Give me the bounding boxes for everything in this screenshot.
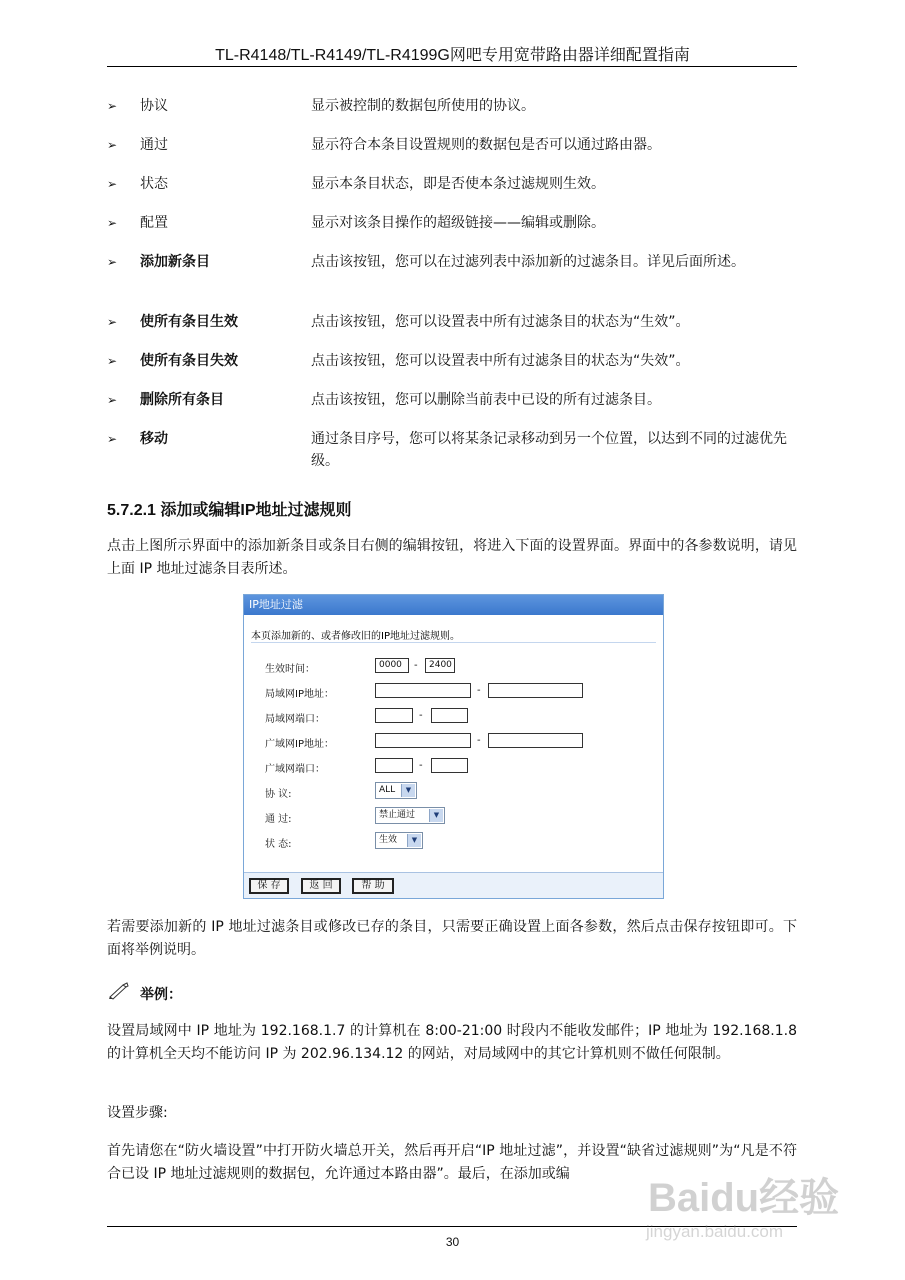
lan-port-end-input[interactable] bbox=[431, 708, 468, 723]
range-dash: - bbox=[477, 685, 481, 696]
def-term: 添加新条目 bbox=[140, 254, 210, 270]
bullet-arrow-icon: ➢ bbox=[107, 354, 118, 368]
lan-ip-end-input[interactable] bbox=[488, 683, 583, 698]
status-value: 生效 bbox=[379, 835, 398, 845]
intro-paragraph: 点击上图所示界面中的添加新条目或条目右侧的编辑按钮，将进入下面的设置界面。界面中的各参数说明，请见上面 IP 地址过滤条目表所述。 bbox=[107, 538, 797, 577]
panel-divider bbox=[251, 642, 656, 643]
bullet-arrow-icon: ➢ bbox=[107, 432, 118, 446]
label-wan-port: 广域网端口： bbox=[265, 764, 325, 775]
pass-value: 禁止通过 bbox=[379, 810, 416, 820]
protocol-value: ALL bbox=[379, 785, 396, 795]
def-desc: 点击该按钮，您可以删除当前表中已设的所有过滤条目。 bbox=[311, 392, 661, 408]
header-rule bbox=[107, 66, 797, 67]
bullet-arrow-icon: ➢ bbox=[107, 177, 118, 191]
label-pass: 通 过: bbox=[265, 814, 292, 825]
panel-description: 本页添加新的、或者修改旧的IP地址过滤规则。 bbox=[251, 631, 460, 642]
watermark-logo: Baidu经验 bbox=[648, 1176, 840, 1220]
label-lan-port: 局域网端口： bbox=[265, 714, 325, 725]
def-desc: 显示对该条目操作的超级链接——编辑或删除。 bbox=[311, 215, 605, 231]
bullet-arrow-icon: ➢ bbox=[107, 315, 118, 329]
def-desc: 点击该按钮，您可以设置表中所有过滤条目的状态为“生效”。 bbox=[311, 314, 690, 330]
bullet-arrow-icon: ➢ bbox=[107, 99, 118, 113]
def-term: 移动 bbox=[140, 431, 168, 447]
def-desc: 点击该按钮，您可以在过滤列表中添加新的过滤条目。详见后面所述。 bbox=[311, 254, 745, 270]
pass-select[interactable] bbox=[375, 807, 445, 824]
lan-port-start-input[interactable] bbox=[375, 708, 413, 723]
def-term: 状态 bbox=[140, 176, 168, 192]
wan-ip-end-input[interactable] bbox=[488, 733, 583, 748]
wan-ip-start-input[interactable] bbox=[375, 733, 471, 748]
label-time: 生效时间： bbox=[265, 664, 315, 675]
pen-icon bbox=[107, 982, 131, 1000]
back-button[interactable]: 返 回 bbox=[301, 878, 341, 894]
def-desc: 通过条目序号，您可以将某条记录移动到另一个位置，以达到不同的过滤优先级。 bbox=[311, 431, 787, 469]
def-term: 通过 bbox=[140, 137, 168, 153]
label-protocol: 协 议: bbox=[265, 789, 292, 800]
range-dash: - bbox=[419, 710, 423, 721]
def-term: 协议 bbox=[140, 98, 168, 114]
bullet-arrow-icon: ➢ bbox=[107, 138, 118, 152]
ip-filter-panel bbox=[243, 594, 664, 899]
page-number: 30 bbox=[445, 1235, 460, 1249]
page-header-title: TL-R4148/TL-R4149/TL-R4199G网吧专用宽带路由器详细配置指南 bbox=[215, 47, 690, 64]
def-term: 使所有条目失效 bbox=[140, 353, 238, 369]
range-dash: - bbox=[414, 660, 418, 671]
panel-footer bbox=[244, 872, 663, 898]
after-ui-paragraph: 若需要添加新的 IP 地址过滤条目或修改已存的条目，只需要正确设置上面各参数，然后点击保存按钮即可。下面将举例说明。 bbox=[107, 919, 797, 958]
status-select[interactable] bbox=[375, 832, 423, 849]
section-heading: 5.7.2.1 添加或编辑IP地址过滤规则 bbox=[107, 502, 352, 519]
def-desc: 点击该按钮，您可以设置表中所有过滤条目的状态为“失效”。 bbox=[311, 353, 690, 369]
watermark-url: jingyan.baidu.com bbox=[646, 1222, 784, 1241]
label-lan-ip: 局域网IP地址： bbox=[265, 689, 334, 700]
wan-port-start-input[interactable] bbox=[375, 758, 413, 773]
label-wan-ip: 广域网IP地址： bbox=[265, 739, 334, 750]
example-heading: 举例： bbox=[140, 987, 182, 1003]
panel-title: IP地址过滤 bbox=[244, 595, 663, 615]
baidu-watermark bbox=[618, 1160, 858, 1260]
bullet-arrow-icon: ➢ bbox=[107, 255, 118, 269]
label-status: 状 态: bbox=[265, 839, 292, 850]
def-term: 配置 bbox=[140, 215, 168, 231]
def-desc: 显示符合本条目设置规则的数据包是否可以通过路由器。 bbox=[311, 137, 661, 153]
def-desc: 显示被控制的数据包所使用的协议。 bbox=[311, 98, 535, 114]
bullet-arrow-icon: ➢ bbox=[107, 393, 118, 407]
def-term: 删除所有条目 bbox=[140, 392, 224, 408]
range-dash: - bbox=[419, 760, 423, 771]
protocol-select[interactable] bbox=[375, 782, 417, 799]
bullet-arrow-icon: ➢ bbox=[107, 216, 118, 230]
help-button[interactable]: 帮 助 bbox=[352, 878, 394, 894]
def-desc: 显示本条目状态，即是否使本条过滤规则生效。 bbox=[311, 176, 605, 192]
wan-port-end-input[interactable] bbox=[431, 758, 468, 773]
time-end-input[interactable]: 2400 bbox=[425, 658, 455, 673]
def-term: 使所有条目生效 bbox=[140, 314, 238, 330]
lan-ip-start-input[interactable] bbox=[375, 683, 471, 698]
chevron-down-icon[interactable]: ▼ bbox=[429, 809, 443, 822]
steps-label: 设置步骤: bbox=[107, 1105, 168, 1121]
chevron-down-icon[interactable]: ▼ bbox=[407, 834, 421, 847]
chevron-down-icon[interactable]: ▼ bbox=[401, 784, 415, 797]
example-paragraph: 设置局域网中 IP 地址为 192.168.1.7 的计算机在 8:00-21:00 时段内不能收发邮件；IP 地址为 192.168.1.8 的计算机全天均不能访问 IP 为 202.96.134.12 的网站，对局域网中的其它计算机则不做任何限制。 bbox=[107, 1023, 797, 1062]
range-dash: - bbox=[477, 735, 481, 746]
steps-paragraph: 首先请您在“防火墙设置”中打开防火墙总开关，然后再开启“IP 地址过滤”，并设置“缺省过滤规则”为“凡是不符合已设 IP 地址过滤规则的数据包，允许通过本路由器”。最后，在添加或编 bbox=[107, 1143, 797, 1182]
time-start-input[interactable]: 0000 bbox=[375, 658, 409, 673]
save-button[interactable]: 保 存 bbox=[249, 878, 289, 894]
